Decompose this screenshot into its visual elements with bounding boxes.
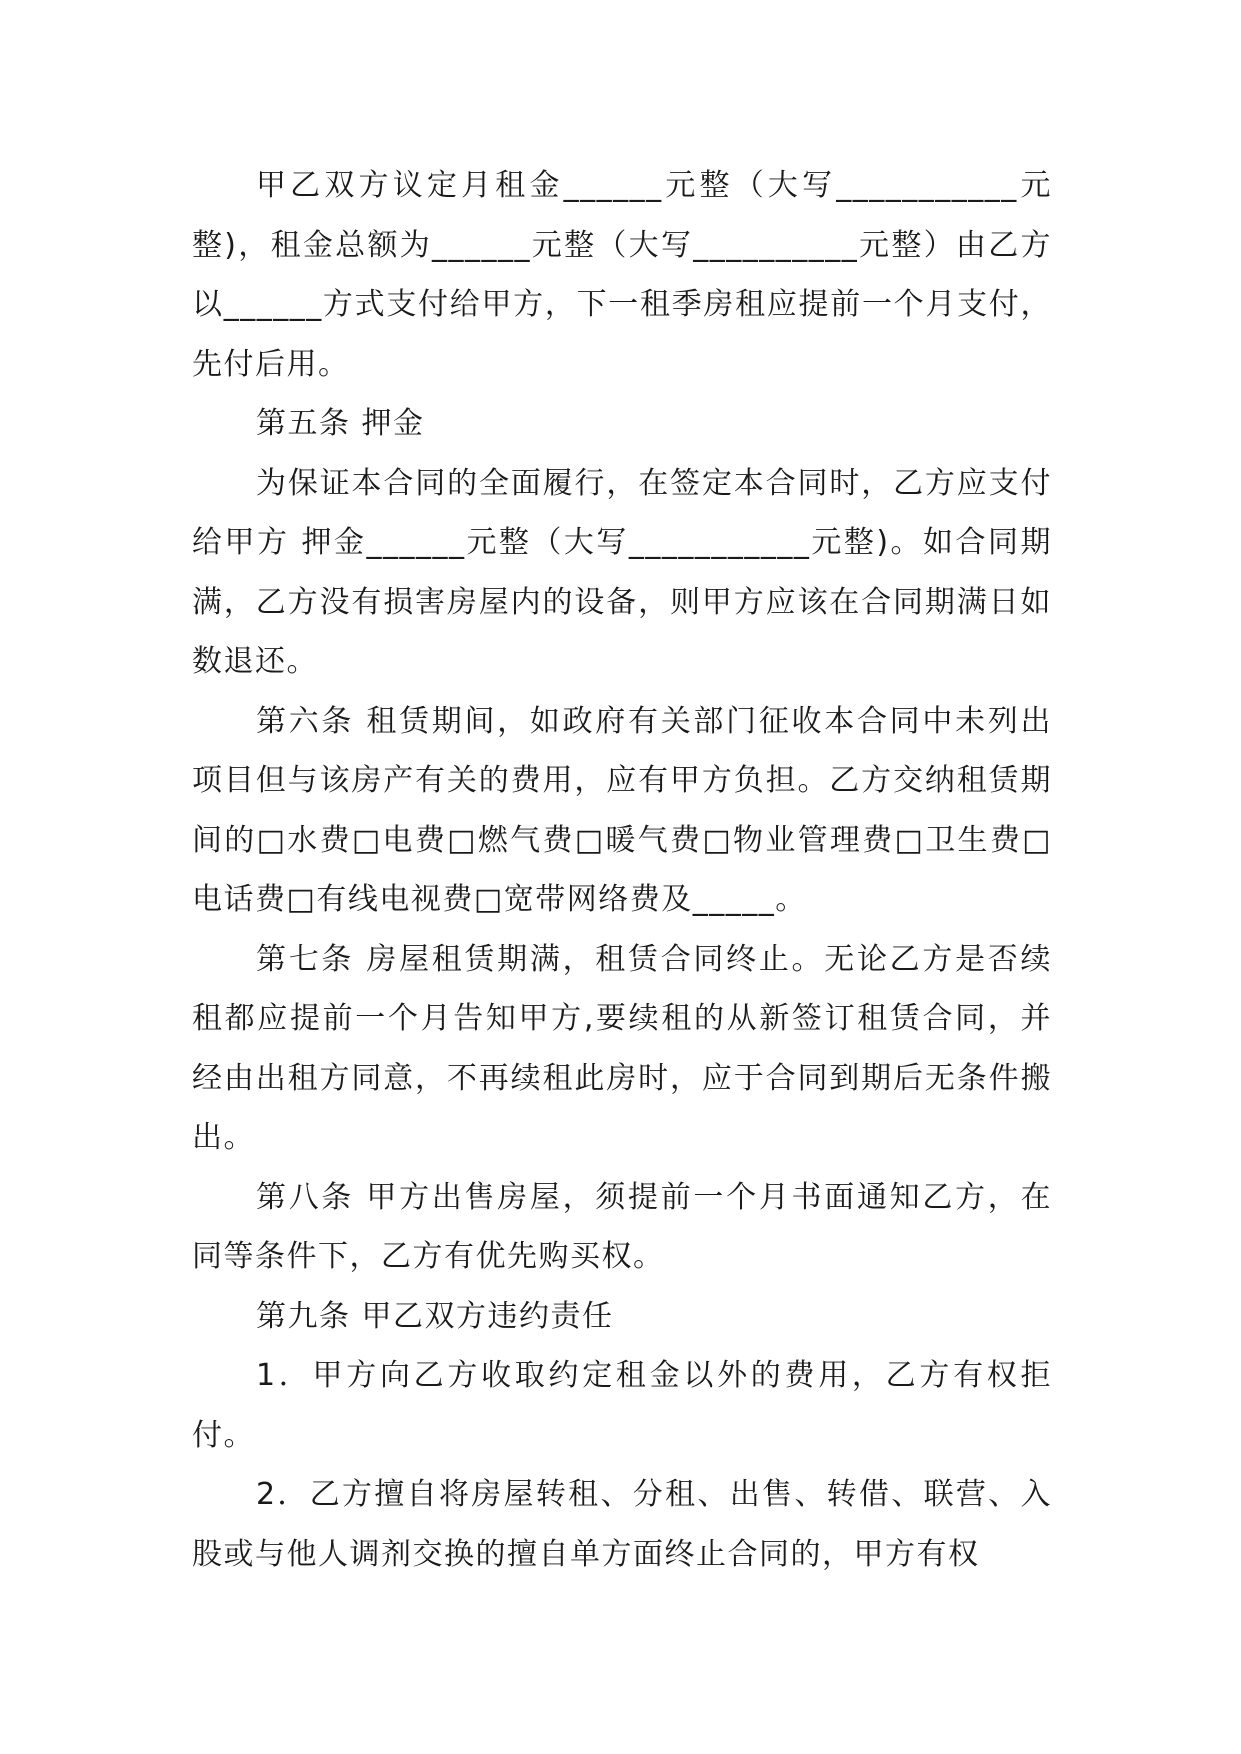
paragraph-rent-payment: 甲乙双方议定月租金______元整（大写___________元整)，租金总额为______元整（大写__________元整）由乙方以______方式支付给甲方，下一租季房租应提前一个月支付，先付后用。 (192, 168, 1052, 382)
heading-article-9-liability: 第九条 甲乙双方违约责任 (256, 1298, 614, 1334)
paragraph-article-6-fees: 第六条 租赁期间，如政府有关部门征收本合同中未列出项目但与该房产有关的费用，应有甲方负担。乙方交纳租赁期间的□水费□电费□燃气费□暖气费□物业管理费□卫生费□电话费□有线电视费□宽带网络费及_____。 (192, 703, 1052, 917)
paragraph-article-8-sale: 第八条 甲方出售房屋，须提前一个月书面通知乙方，在同等条件下，乙方有优先购买权。 (192, 1179, 1052, 1274)
document-body (192, 156, 1052, 1584)
paragraph-liability-item-2: 2．乙方擅自将房屋转租、分租、出售、转借、联营、入股或与他人调剂交换的擅自单方面终止合同的，甲方有权 (192, 1477, 1052, 1572)
heading-article-5-deposit: 第五条 押金 (256, 406, 425, 441)
paragraph-liability-item-1: 1．甲方向乙方收取约定租金以外的费用，乙方有权拒付。 (192, 1358, 1052, 1453)
paragraph-deposit: 为保证本合同的全面履行，在签定本合同时，乙方应支付给甲方 押金______元整（大写___________元整)。如合同期满，乙方没有损害房屋内的设备，则甲方应该在合同期满日如数退还。 (192, 465, 1052, 679)
paragraph-article-7-expiry: 第七条 房屋租赁期满，租赁合同终止。无论乙方是否续租都应提前一个月告知甲方,要续租的从新签订租赁合同，并经由出租方同意，不再续租此房时，应于合同到期后无条件搬出。 (192, 941, 1052, 1155)
